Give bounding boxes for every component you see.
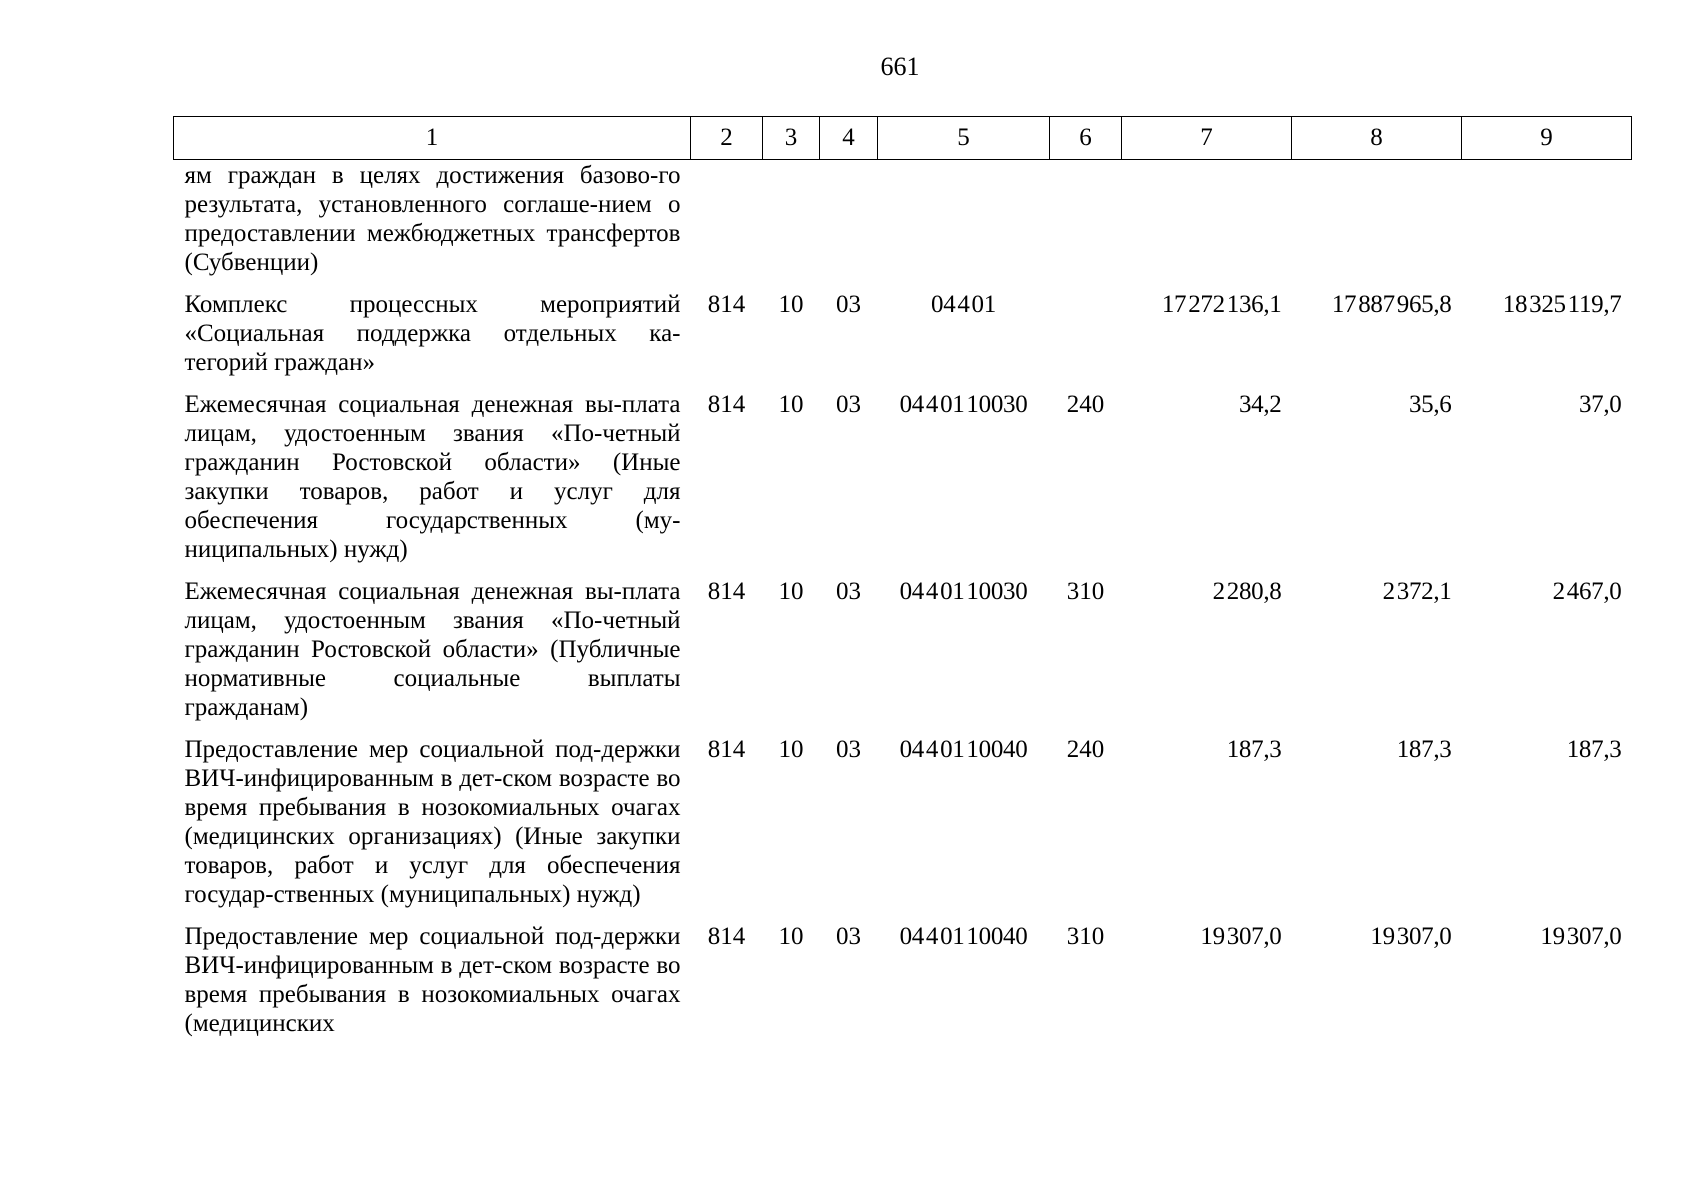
column-header-6: 6 [1050,117,1122,160]
page-number: 661 [880,52,920,81]
row-amount-col9: 187,3 [1566,736,1622,763]
table-row [174,577,1632,735]
column-header-4: 4 [820,117,878,160]
column-header-5: 5 [878,117,1050,160]
row-target-article: 04 4 01 10030 [899,578,1028,605]
row-section: 10 [778,578,804,605]
row-expense-type: 310 [1066,923,1105,950]
table-header [174,117,1632,160]
row-section: 10 [778,291,804,318]
row-grbs: 814 [707,291,746,318]
row-target-article: 04 4 01 [931,291,996,318]
row-amount-col9: 19 307,0 [1540,923,1622,950]
row-grbs: 814 [707,736,746,763]
row-expense-type: 240 [1066,391,1105,418]
row-grbs [691,160,763,291]
column-header-8: 8 [1292,117,1462,160]
column-header-9: 9 [1462,117,1632,160]
header-row [174,117,1632,160]
row-description: Ежемесячная социальная денежная вы-плата лицам, удостоенным звания «По-четный гражданин Ростовской области» (Иные закупки товаров, работ и услуг для обеспечения государственных (му-ниципальных) нужд) [184,391,681,563]
row-amount-col7: 17 272 136,1 [1161,291,1282,318]
row-section: 10 [778,923,804,950]
row-grbs: 814 [707,923,746,950]
row-subsection: 03 [836,578,861,605]
row-amount-col9 [1462,160,1632,291]
row-target-article: 04 4 01 10030 [899,391,1028,418]
row-subsection: 03 [836,291,861,318]
row-expense-type: 310 [1066,578,1105,605]
row-section: 10 [778,391,804,418]
row-amount-col7 [1122,160,1292,291]
row-description: Предоставление мер социальной под-держки ВИЧ-инфицированным в дет-ском возрасте во время пребывания в нозокомиальных очагах (медицинских организациях) (Иные закупки товаров, работ и услуг для обеспечения государ-ственных (муниципальных) нужд) [184,736,681,908]
row-expense-type [1050,160,1122,291]
row-amount-col8: 19 307,0 [1370,923,1452,950]
row-amount-col8 [1292,160,1462,291]
row-description: Ежемесячная социальная денежная вы-плата лицам, удостоенным звания «По-четный гражданин Ростовской области» (Публичные нормативные социальные выплаты гражданам) [184,578,681,721]
row-amount-col8: 187,3 [1396,736,1452,763]
row-amount-col7: 19 307,0 [1200,923,1282,950]
row-description: Предоставление мер социальной под-держки ВИЧ-инфицированным в дет-ском возрасте во время пребывания в нозокомиальных очагах (медицинских [184,923,681,1037]
row-subsection: 03 [836,923,861,950]
row-amount-col9: 37,0 [1578,391,1622,418]
row-subsection [820,160,878,291]
table-row [174,390,1632,577]
row-target-article: 04 4 01 10040 [899,923,1028,950]
row-expense-type [1050,290,1122,390]
budget-table [173,116,1632,1051]
row-grbs: 814 [707,391,746,418]
row-amount-col8: 35,6 [1408,391,1452,418]
table-body [174,160,1632,1052]
row-target-article: 04 4 01 10040 [899,736,1028,763]
row-subsection: 03 [836,391,861,418]
column-header-1: 1 [174,117,691,160]
row-expense-type: 240 [1066,736,1105,763]
column-header-7: 7 [1122,117,1292,160]
row-description: ям граждан в целях достижения базово-го результата, установленного соглаше-нием о предоставлении межбюджетных трансфертов (Субвенции) [184,162,681,276]
row-amount-col8: 2 372,1 [1382,578,1452,605]
table-row [174,290,1632,390]
table-row [174,160,1632,291]
row-amount-col7: 2 280,8 [1212,578,1282,605]
row-amount-col7: 34,2 [1238,391,1282,418]
row-amount-col8: 17 887 965,8 [1331,291,1452,318]
table-row [174,922,1632,1051]
row-section: 10 [778,736,804,763]
row-amount-col9: 18 325 119,7 [1502,291,1622,318]
row-section [763,160,820,291]
table-row [174,735,1632,922]
row-grbs: 814 [707,578,746,605]
row-amount-col9: 2 467,0 [1552,578,1622,605]
row-amount-col7: 187,3 [1226,736,1282,763]
column-header-2: 2 [691,117,763,160]
row-description: Комплекс процессных мероприятий «Социальная поддержка отдельных ка-тегорий граждан» [184,291,681,376]
row-subsection: 03 [836,736,861,763]
column-header-3: 3 [763,117,820,160]
row-target-article [878,160,1050,291]
